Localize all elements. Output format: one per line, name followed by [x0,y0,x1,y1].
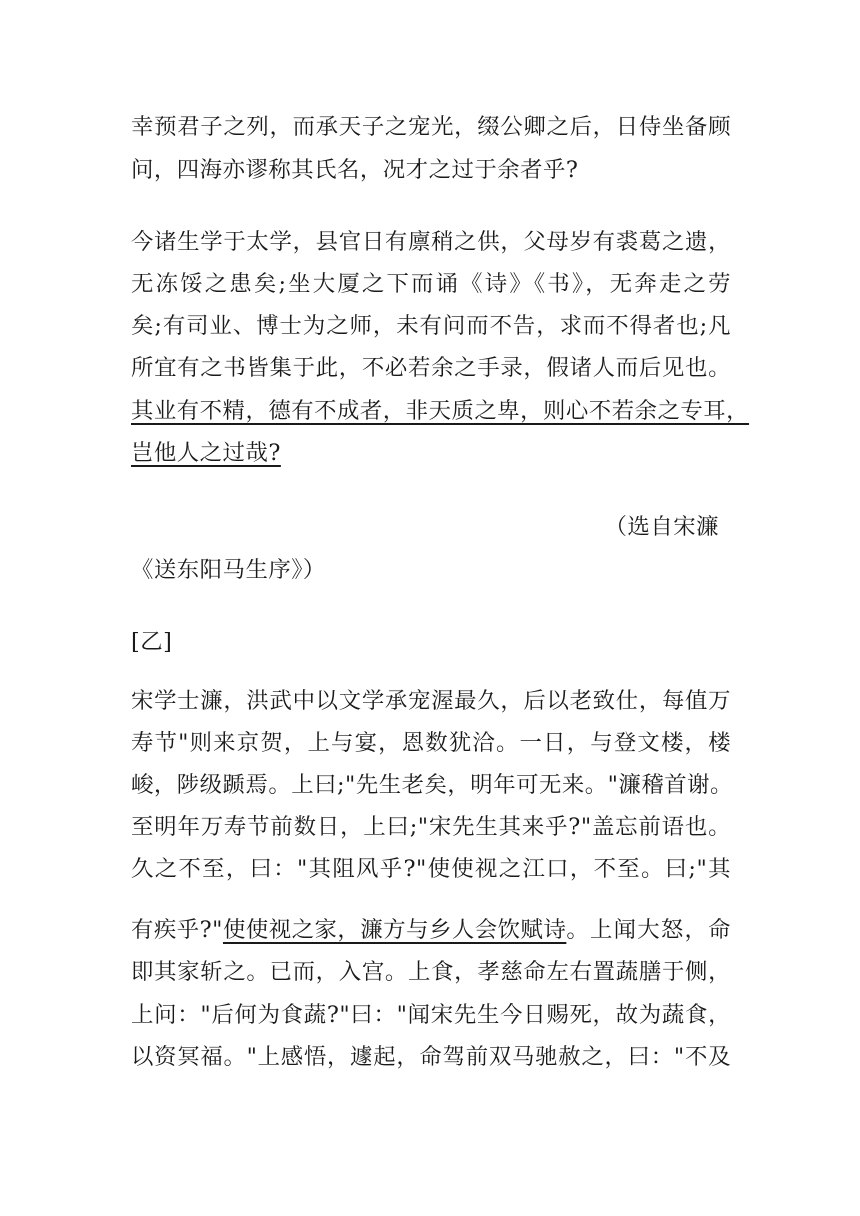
text-line: 宋学士濂，洪武中以文学承宠渥最久，后以老致仕，每值万 [131,688,731,714]
underlined-text-line: 其业有不精，德有不成者，非天质之卑，则心不若余之专耳， [131,398,750,424]
citation-line: 《送东阳马生序》） [131,557,326,583]
text-line: 今诸生学于太学，县官日有廪稍之供，父母岁有裘葛之遗， [131,229,731,255]
text-line: 久之不至，曰："其阻风乎?"使使视之江口，不至。曰;"其 [131,856,731,882]
text-line: 即其家斩之。已而，入宫。上食，孝慈命左右置蔬膳于侧， [131,959,731,985]
text-line: 峻，陟级踬焉。上曰;"先生老矣，明年可无来。"濂稽首谢。 [131,772,733,798]
text-line: 所宜有之书皆集于此，不必若余之手录，假诸人而后见也。 [131,355,731,381]
text-line: 问，四海亦谬称其氏名，况才之过于余者乎? [131,157,579,183]
text-line: 至明年万寿节前数日，上曰;"宋先生其来乎?"盖忘前语也。 [131,814,731,840]
text-line: 矣;有司业、博士为之师，未有问而不告，求而不得者也;凡 [131,313,731,339]
text-segment: 。上闻大怒，命 [566,917,731,943]
citation-line: （选自宋濂 [604,514,719,540]
underlined-text-line [131,438,731,468]
text-line: 幸预君子之列，而承天子之宠光，缀公卿之后，日侍坐备顾 [131,114,731,140]
section-label: [乙] [131,629,173,655]
underlined-text: 使使视之家，濂方与乡人会饮赋诗 [222,917,567,943]
text-line: 无冻馁之患矣;坐大厦之下而诵《诗》《书》，无奔走之劳 [131,271,731,297]
underlined-text: 岂他人之过哉? [131,440,281,466]
text-line: 以资冥福。"上感悟，遽起，命驾前双马驰赦之，曰："不及 [131,1044,731,1070]
text-line-mixed [131,915,731,945]
text-segment: 有疾乎?" [131,917,223,943]
text-line: 寿节"则来京贺，上与宴，恩数犹洽。一日，与登文楼，楼 [131,730,731,756]
text-line: 上问："后何为食蔬?"曰："闻宋先生今日赐死，故为蔬食， [131,1002,731,1028]
